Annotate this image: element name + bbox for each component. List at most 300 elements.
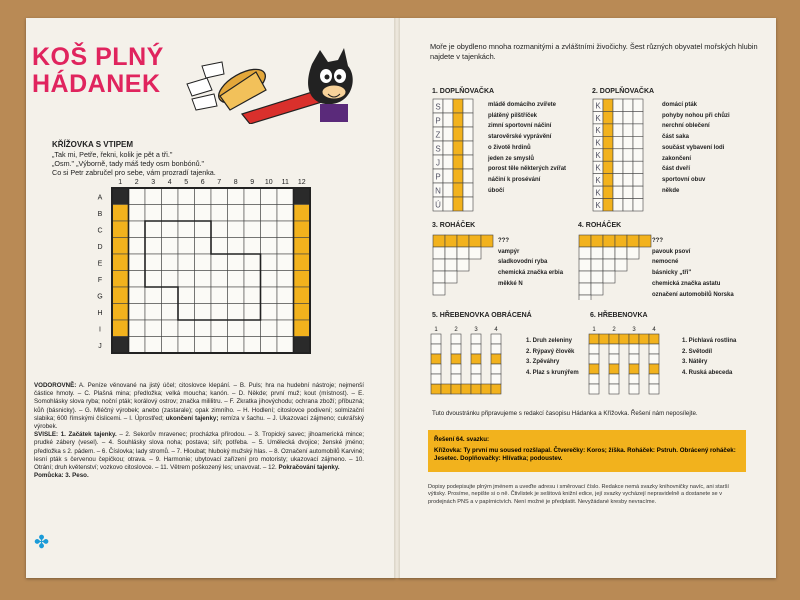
puzzle-cell (491, 384, 501, 394)
title-line-1: KOŠ PLNÝ (32, 43, 164, 71)
column-number: 10 (264, 179, 273, 186)
puzzle-cell (579, 235, 591, 247)
puzzle-cell (481, 235, 493, 247)
puzzle-cell (603, 99, 613, 111)
puzzle-letter: N (435, 186, 441, 196)
puzzle-cell (433, 271, 445, 283)
puzzle-cell (615, 247, 627, 259)
comb-number: 2 (612, 327, 616, 333)
puzzle-cell (443, 141, 453, 155)
clue-line: mládě domácího zvířete (488, 102, 557, 108)
crossword-cell (261, 238, 278, 255)
puzzle-cell (609, 374, 619, 384)
crossword-cell (277, 221, 294, 238)
puzzle-cell (603, 161, 613, 173)
crossword-cell (195, 337, 212, 354)
puzzle-cell (623, 199, 633, 211)
crossword-cell (178, 304, 195, 321)
puzzle-2-clues (662, 100, 730, 196)
crossword-cell (162, 205, 179, 222)
crossword-cell (277, 271, 294, 288)
crossword-cell (178, 254, 195, 271)
crossword-cell (178, 287, 195, 304)
crossword-cell (112, 304, 129, 321)
crossword-cell (261, 287, 278, 304)
crossword-cell (195, 254, 212, 271)
puzzle-cell (453, 141, 463, 155)
puzzle-letter: P (435, 116, 441, 126)
puzzle-cell (603, 149, 613, 161)
clue-line: 4. Ruská abeceda (682, 370, 733, 377)
puzzle-cell (463, 113, 473, 127)
puzzle-cell (445, 235, 457, 247)
puzzle-letter: S (435, 144, 441, 154)
crossword-cell (145, 254, 162, 271)
puzzle-cell (603, 199, 613, 211)
puzzle-cell (451, 334, 461, 344)
puzzle-letter: K (595, 101, 601, 111)
puzzle-cell (589, 364, 599, 374)
crossword-cell (228, 320, 245, 337)
clue-line: část dveří (662, 166, 691, 173)
joke-line-3: Co si Petr zabručel pro sebe, vám prozradí tajenka. (52, 168, 216, 177)
clue-line: ??? (652, 238, 663, 244)
crossword-cell (294, 304, 311, 321)
vodorovne-clues-2: remíza v šachu. – J. Ukazovací zájmeno; cukrářský výrobek. (34, 414, 364, 431)
crossword-cell (178, 238, 195, 255)
column-number: 1 (118, 179, 123, 186)
crossword-cell (261, 205, 278, 222)
puzzle-cell (579, 247, 591, 259)
editorial-note: Tuto dvoustránku připravujeme s redakcí časopisu Hádanka a Křížovka. Řešení nám neposílejte. (432, 410, 698, 417)
clues-block (34, 382, 364, 480)
puzzle-cell (431, 374, 441, 384)
intro-text: Moře je obydleno mnoha rozmanitými a zvláštními živočichy. Šest různých obyvatel mořských hlubin najdete v tajenkách. (430, 42, 758, 61)
crossword-cell (162, 221, 179, 238)
puzzle-cell (471, 364, 481, 374)
puzzle-cell (633, 124, 643, 136)
crossword-cell (244, 188, 261, 205)
crossword-cell (129, 271, 146, 288)
crossword-cell (112, 221, 129, 238)
puzzle-cell (603, 124, 613, 136)
crossword-cell (244, 320, 261, 337)
column-number: 2 (134, 179, 139, 186)
puzzle-cell (469, 235, 481, 247)
crossword-cell (112, 287, 129, 304)
puzzle-cell (633, 199, 643, 211)
puzzle-cell (623, 99, 633, 111)
puzzle-cell (627, 235, 639, 247)
puzzle-3-heading: 3. ROHÁČEK (432, 222, 476, 229)
puzzle-cell (603, 259, 615, 271)
puzzle-cell (603, 111, 613, 123)
crossword-cell (211, 304, 228, 321)
puzzle-cell (633, 186, 643, 198)
crossword-cell (162, 337, 179, 354)
crossword-cell (178, 188, 195, 205)
puzzle-letter: K (595, 126, 601, 136)
clue-line: 4. Plaz s krunýřem (526, 370, 579, 377)
puzzle-cell (443, 155, 453, 169)
svisle-bold-2: Pokračování tajenky. (278, 464, 340, 472)
crossword-cell (211, 205, 228, 222)
puzzle-cell (451, 374, 461, 384)
puzzle-5-heading: 5. HŘEBENOVKA OBRÁCENÁ (432, 312, 532, 319)
crossword-cell (244, 221, 261, 238)
crossword-cell (277, 254, 294, 271)
crossword-cell (261, 337, 278, 354)
crossword-cell (178, 337, 195, 354)
puzzle-cell (443, 127, 453, 141)
crossword-cell (228, 304, 245, 321)
pomucka: Pomůcka: 3. Peso. (34, 472, 89, 480)
crossword-cell (162, 320, 179, 337)
crossword-cell (145, 205, 162, 222)
puzzle-cell (623, 149, 633, 161)
puzzle-cell (633, 174, 643, 186)
crossword-cell (244, 254, 261, 271)
puzzle-2-heading: 2. DOPLŇOVAČKA (592, 88, 655, 95)
puzzle-cell (453, 169, 463, 183)
crossword-cell (277, 205, 294, 222)
clue-line: úbočí (488, 187, 504, 194)
puzzle-cell (649, 364, 659, 374)
puzzle-cell (471, 344, 481, 354)
vodorovne-label: VODOROVNĚ: (34, 382, 77, 389)
puzzle-4-clues (652, 236, 734, 300)
clue-line: měkké N (498, 280, 523, 287)
puzzle-cell (491, 374, 501, 384)
puzzle-cell (431, 384, 441, 394)
puzzle-cell (433, 259, 445, 271)
crossword-cell (261, 254, 278, 271)
cat-mascot-illustration (162, 44, 362, 124)
crossword-cell (145, 221, 162, 238)
puzzle-cell (481, 384, 491, 394)
puzzle-1-grid (432, 98, 482, 216)
puzzle-cell (591, 283, 603, 295)
joke-line-1: „Tak mi, Petře, řekni, kolik je pět a tři." (52, 150, 173, 159)
puzzle-cell (629, 344, 639, 354)
puzzle-letter: K (595, 113, 601, 123)
crossword-cell (162, 271, 179, 288)
puzzle-cell (443, 99, 453, 113)
svisle-bold: Začátek tajenky. (68, 431, 117, 439)
puzzle-6-heading: 6. HŘEBENOVKA (590, 312, 648, 319)
puzzle-cell (471, 334, 481, 344)
crossword-cell (261, 221, 278, 238)
crossword-cell (112, 271, 129, 288)
puzzle-cell (433, 283, 445, 295)
column-number: 9 (250, 179, 255, 186)
crossword-cell (294, 320, 311, 337)
crossword-cell (129, 320, 146, 337)
puzzle-cell (463, 197, 473, 211)
row-letter: E (97, 260, 103, 268)
puzzle-cell (609, 354, 619, 364)
crossword-cell (129, 238, 146, 255)
puzzle-cell (623, 136, 633, 148)
puzzle-cell (613, 111, 623, 123)
puzzle-cell (609, 334, 619, 344)
clue-line: náčiní k prosévání (488, 176, 541, 183)
svisle-start: 1. (60, 431, 66, 439)
puzzle-cell (589, 384, 599, 394)
crossword-cell (211, 238, 228, 255)
crossword-cell (244, 238, 261, 255)
crossword-cell (145, 188, 162, 205)
puzzle-6-clues (682, 336, 736, 379)
answers-box (428, 430, 746, 472)
puzzle-1-clues (488, 100, 566, 196)
puzzle-cell (629, 364, 639, 374)
puzzle-cell (453, 183, 463, 197)
puzzle-cell (443, 197, 453, 211)
comb-number: 1 (592, 327, 596, 333)
clue-line: 1. Druh zeleniny (526, 338, 573, 344)
puzzle-letter: Ú (435, 200, 441, 210)
vodorovne-clues: A. Peníze věnované na jistý účel; citoslovce klepání. – B. Puls; hra na hudební nástroje; nejmenší částice hmoty. – C. Plašná mina; předložka; velká moucha; kanón. – D. Někde; první muž; kout (místnost). – E. Somohlásky slova ryba; noční pták; korálový ostrov; značka mililitru. – F. Zkratka jihovýchodu; ochrana zboží; příbuzná; kůň (básnicky). – G. Mléčný výrobek; anebo (zastarale); opak zimního. – H. Hodlení; citoslovce podivení; solmizační slabika; 600 římskými číslicemi. – I. Úprostřed; (34, 382, 364, 422)
puzzle-6-grid (588, 324, 678, 396)
crossword-cell (294, 254, 311, 271)
puzzle-cell (613, 136, 623, 148)
puzzle-cell (433, 235, 445, 247)
crossword-cell (145, 337, 162, 354)
puzzle-cell (603, 136, 613, 148)
puzzle-cell (599, 334, 609, 344)
puzzle-cell (457, 235, 469, 247)
crossword-cell (195, 238, 212, 255)
crossword-cell (228, 221, 245, 238)
crossword-cell (261, 188, 278, 205)
comb-number: 4 (652, 327, 656, 333)
puzzle-cell (443, 183, 453, 197)
puzzle-cell (613, 186, 623, 198)
crossword-cell (112, 205, 129, 222)
crossword-cell (294, 337, 311, 354)
puzzle-cell (431, 364, 441, 374)
crossword-cell (178, 271, 195, 288)
puzzle-cell (629, 374, 639, 384)
puzzle-cell (613, 174, 623, 186)
puzzle-cell (491, 364, 501, 374)
title-line-2: HÁDANEK (32, 70, 161, 98)
puzzle-cell (603, 247, 615, 259)
puzzle-cell (471, 384, 481, 394)
answers-heading: Řešení 64. svazku: (434, 436, 490, 443)
comb-number: 3 (474, 327, 478, 333)
puzzle-cell (443, 169, 453, 183)
puzzle-cell (441, 384, 451, 394)
crossword-cell (178, 205, 195, 222)
puzzle-letter: K (595, 176, 601, 185)
puzzle-cell (615, 235, 627, 247)
puzzle-cell (613, 99, 623, 111)
crossword-cell (195, 188, 212, 205)
puzzle-cell (579, 259, 591, 271)
puzzle-cell (457, 259, 469, 271)
puzzle-cell (639, 235, 651, 247)
clue-line: zimní sportovní náčiní (488, 123, 552, 130)
puzzle-cell (453, 127, 463, 141)
clue-line: 2. Světodíl (682, 348, 713, 355)
puzzle-cell (633, 99, 643, 111)
clue-line: označení automobilů Norska (652, 291, 734, 298)
clue-line: starověrské vyprávění (488, 134, 552, 141)
answers-text: Křížovka: Ty první mu soused rozšlapal. Čtverečky: Koros; žíška. Roháček: Pstruh. Obrácený roháček: Jesetec. Doplňovačky: Hlívatka; podoustev. (434, 447, 736, 462)
crossword-cell (211, 271, 228, 288)
crossword-cell (261, 271, 278, 288)
clue-line: chemická značka erbia (498, 270, 564, 277)
crossword-cell (277, 304, 294, 321)
crossword-cell (244, 337, 261, 354)
crossword-cell (195, 304, 212, 321)
puzzle-3-clues (498, 236, 563, 290)
puzzle-cell (619, 334, 629, 344)
crossword-cell (294, 238, 311, 255)
puzzle-cell (457, 247, 469, 259)
page-title (32, 44, 164, 98)
puzzle-cell (445, 247, 457, 259)
crossword-cell (112, 337, 129, 354)
puzzle-cell (613, 161, 623, 173)
crossword-cell (277, 287, 294, 304)
comb-number: 3 (632, 327, 636, 333)
crossword-cell (162, 287, 179, 304)
puzzle-cell (623, 174, 633, 186)
clue-line: domácí pták (662, 102, 698, 108)
crossword-cell (145, 287, 162, 304)
crossword-cell (145, 320, 162, 337)
clue-line: 2. Rýpavý člověk (526, 348, 575, 355)
puzzle-cell (603, 174, 613, 186)
puzzle-cell (451, 344, 461, 354)
puzzle-cell (579, 271, 591, 283)
puzzle-cell (463, 169, 473, 183)
puzzle-cell (431, 344, 441, 354)
puzzle-cell (445, 271, 457, 283)
crossword-cell (162, 254, 179, 271)
puzzle-cell (633, 111, 643, 123)
comb-number: 2 (454, 327, 458, 333)
crossword-cell (211, 221, 228, 238)
puzzle-cell (649, 384, 659, 394)
crossword-cell (211, 254, 228, 271)
puzzle-cell (443, 113, 453, 127)
puzzle-cell (463, 127, 473, 141)
row-letter: D (97, 244, 103, 252)
clue-line: 1. Pichlavá rostlina (682, 338, 737, 344)
crossword-cell (261, 304, 278, 321)
row-letter: J (98, 343, 102, 351)
clue-line: o životě hrdinů (488, 144, 531, 151)
puzzle-cell (633, 136, 643, 148)
crossword-cell (294, 205, 311, 222)
svisle-label: SVISLE: (34, 431, 59, 439)
clue-line: 3. Nátěry (682, 359, 708, 366)
crossword-cell (228, 238, 245, 255)
crossword-cell (294, 221, 311, 238)
puzzle-cell (463, 155, 473, 169)
puzzle-cell (579, 283, 591, 295)
puzzle-4-heading: 4. ROHÁČEK (578, 222, 622, 229)
puzzle-cell (609, 344, 619, 354)
puzzle-cell (615, 259, 627, 271)
crossword-cell (211, 188, 228, 205)
puzzle-cell (591, 259, 603, 271)
crossword-cell (294, 188, 311, 205)
puzzle-cell (491, 334, 501, 344)
puzzle-cell (649, 344, 659, 354)
crossword-cell (162, 238, 179, 255)
crossword-cell (228, 287, 245, 304)
comb-number: 1 (434, 327, 438, 333)
clue-line: pohyby nohou při chůzi (662, 112, 730, 119)
column-number: 8 (233, 179, 238, 186)
puzzle-letter: K (595, 151, 601, 161)
puzzle-cell (589, 354, 599, 364)
clue-line: sportovní obuv (662, 176, 706, 183)
puzzle-4-grid (578, 234, 654, 300)
puzzle-cell (453, 155, 463, 169)
crossword-cell (112, 320, 129, 337)
puzzle-letter: K (595, 200, 601, 210)
crossword-cell (244, 287, 261, 304)
column-number: 6 (200, 179, 205, 186)
puzzle-cell (453, 113, 463, 127)
puzzle-cell (461, 384, 471, 394)
crossword-cell (228, 254, 245, 271)
puzzle-cell (453, 99, 463, 113)
puzzle-cell (451, 384, 461, 394)
clue-line: část saka (662, 134, 690, 141)
crossword-cell (112, 254, 129, 271)
joke-text (52, 150, 216, 177)
clue-line: porost těle některých zvířat (488, 166, 567, 173)
joke-line-2: „Osm." „Výborně, tady máš tedy osm bonbónů." (52, 159, 205, 168)
crossword-cell (211, 287, 228, 304)
crossword-cell (195, 287, 212, 304)
puzzle-cell (623, 124, 633, 136)
clue-line: chemická značka astatu (652, 280, 721, 287)
clue-line: plátěný pilštříček (488, 112, 538, 119)
crossword-cell (112, 188, 129, 205)
crossword-cell (145, 271, 162, 288)
puzzle-5-grid (430, 324, 520, 396)
column-number: 3 (151, 179, 156, 186)
puzzle-cell (431, 334, 441, 344)
crossword-cell (129, 287, 146, 304)
crossword-cell (129, 337, 146, 354)
crossword-cell (178, 221, 195, 238)
puzzle-cell (603, 186, 613, 198)
crossword-cell (244, 304, 261, 321)
puzzle-cell (639, 334, 649, 344)
puzzle-cell (627, 247, 639, 259)
clue-line: ??? (498, 238, 509, 244)
crossword-cell (228, 271, 245, 288)
crossword-grid (96, 176, 356, 376)
crossword-cell (129, 254, 146, 271)
column-number: 7 (217, 179, 222, 186)
puzzle-cell (629, 354, 639, 364)
crossword-heading: KŘÍŽOVKA S VTIPEM (52, 140, 134, 149)
crossword-cell (211, 320, 228, 337)
puzzle-cell (471, 374, 481, 384)
clue-line: zakončení (662, 155, 692, 162)
row-letter: F (97, 277, 103, 285)
